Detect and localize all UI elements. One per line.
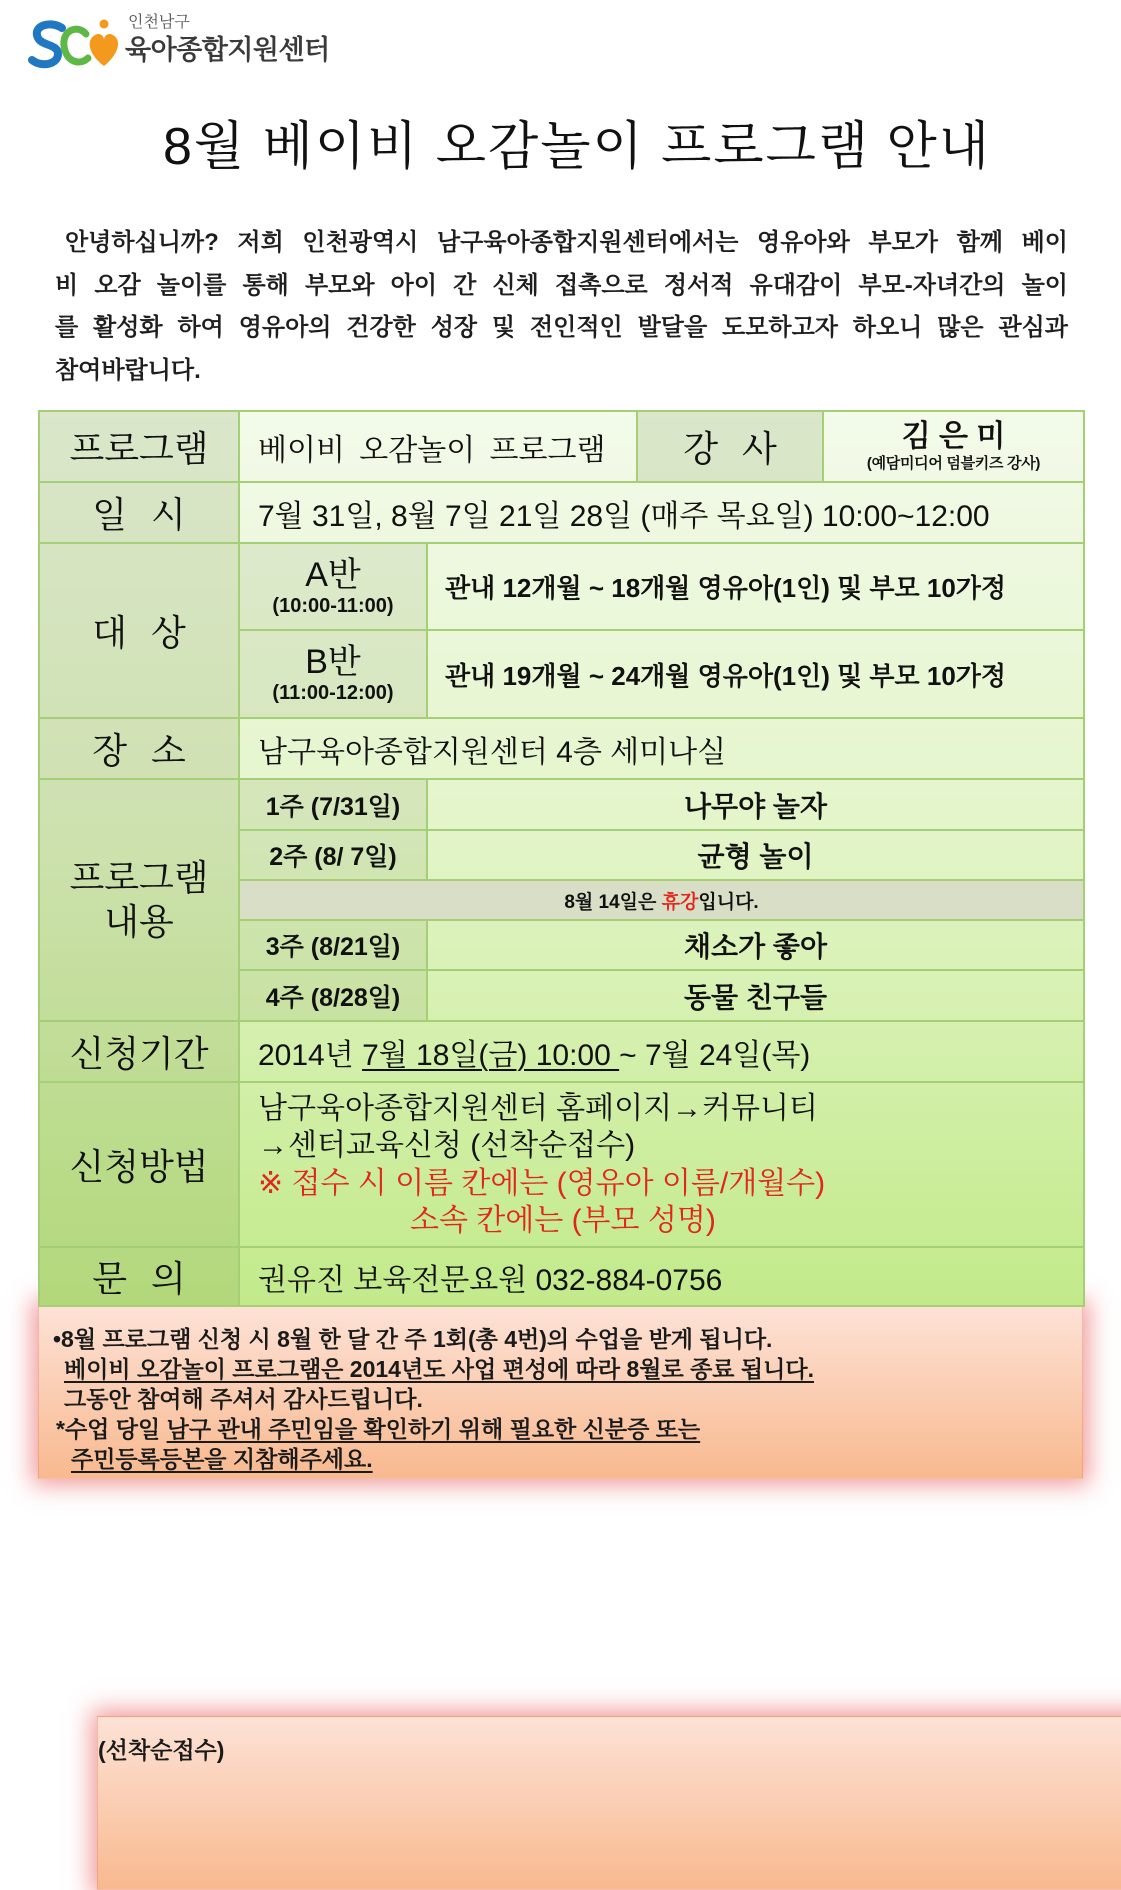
inquiry-label: 문 의 [39,1247,239,1306]
intro-line: 를 활성화 하여 영유아의 건강한 성장 및 전인적인 발달을 도모하고자 하오니 많은 관심과 [55,314,1068,341]
instructor-label: 강 사 [637,411,823,482]
inquiry-row [39,1247,1084,1306]
group-b-cell [239,630,427,718]
period-label: 신청기간 [39,1021,239,1082]
group-a-time: (10:00-11:00) [272,594,394,617]
logo-region-text: 인천남구 [128,14,190,31]
group-a-cell [239,543,427,630]
period-row [39,1021,1084,1082]
week-activity: 채소가 좋아 [427,920,1084,970]
program-name: 베이비 오감놀이 프로그램 [239,411,637,482]
period-value: 2014년 7월 18일(금) 10:00 ~ 7월 24일(목) (선착순접수) [239,1021,1084,1082]
schedule-value: 7월 31일, 8월 7일 21일 28일 (매주 목요일) 10:00~12:00 [239,482,1084,543]
method-value [239,1082,1084,1247]
week-activity: 동물 친구들 [427,970,1084,1021]
notice-line [39,1354,1082,1384]
week-activity: 균형 놀이 [427,830,1084,880]
week-date: 2주 (8/ 7일) [239,830,427,880]
inquiry-value: 권유진 보육전문요원 032-884-0756 [239,1247,1084,1306]
notice-box [38,1305,1083,1479]
notice-underlined-text: 남구 관내 주민임을 확인하기 위해 필요한 신분증 또는 [166,1416,701,1442]
content-row-week1 [39,779,1084,830]
notice-line [39,1444,1082,1474]
break-notice-text: 입니다. [698,891,759,913]
intro-line: 비 오감 놀이를 통해 부모와 아이 간 신체 접촉으로 정서적 유대감이 부모-자녀간의 놀이 [55,271,1068,299]
notice-underlined-text: 베이비 오감놀이 프로그램은 2014년도 사업 편성에 따라 8월로 종료 됩니다. [64,1356,814,1382]
break-notice [239,880,1084,920]
week-date: 4주 (8/28일) [239,970,427,1021]
method-row [39,1082,1084,1247]
break-notice-text: 8월 14일은 [564,891,662,913]
instructor-name: 김 은 미 [901,419,1006,453]
content-label-line: 내용 [104,901,174,942]
notice-line [39,1414,1082,1444]
group-a-name: A반 [305,555,361,594]
program-row [39,411,1084,482]
method-line: 남구육아종합지원센터 홈페이지→커뮤니티 [258,1091,818,1125]
group-b-name: B반 [305,643,361,681]
break-highlight: 휴강 [661,891,699,913]
notice-underlined-text: 주민등록등본을 지참해주세요. [71,1446,373,1472]
method-label: 신청방법 [39,1082,239,1247]
group-b-description: 관내 19개월 ~ 24개월 영유아(1인) 및 부모 10가정 [427,630,1084,718]
notice-text: *수업 당일 [56,1416,167,1442]
week-date: 3주 (8/21일) [239,920,427,970]
group-b-time: (11:00-12:00) [272,682,394,704]
swirl-logo-icon [28,16,120,72]
period-year: 2014년 [258,1038,363,1072]
center-logo [28,12,348,74]
week-activity: 나무야 놀자 [427,779,1084,830]
notice-line: •8월 프로그램 신청 시 8월 한 달 간 주 1회(총 4번)의 수업을 받게 됩니다. [53,1326,773,1352]
target-row-a [39,543,1084,630]
content-label [39,779,239,1021]
logo-center-name: 육아종합지원센터 [125,35,330,65]
instructor-cell [823,411,1084,482]
method-warning: 소속 칸에는 (부모 성명) [410,1204,716,1237]
place-label: 장 소 [39,718,239,779]
period-start: 7월 18일(금) 10:00 [362,1038,620,1072]
week-date: 1주 (7/31일) [239,779,427,830]
period-end: ~ 7월 24일(목) [619,1038,811,1072]
intro-paragraph [55,222,1068,392]
intro-line: 안녕하십니까? 저희 인천광역시 남구육아종합지원센터에서는 영유아와 부모가 함께 베이 [65,229,1068,256]
schedule-label: 일 시 [39,482,239,543]
instructor-affiliation: (예담미디어 덤블키즈 강사) [866,454,1041,472]
notice-line: 그동안 참여해 주셔서 감사드립니다. [64,1386,423,1412]
place-value: 남구육아종합지원센터 4층 세미나실 [239,718,1084,779]
schedule-row [39,482,1084,543]
group-a-description: 관내 12개월 ~ 18개월 영유아(1인) 및 부모 10가정 [427,543,1084,630]
intro-line: 참여바랍니다. [55,356,201,384]
place-row [39,718,1084,779]
method-warning: ※ 접수 시 이름 칸에는 (영유아 이름/개월수) [258,1166,826,1200]
method-line: →센터교육신청 (선착순접수) [258,1129,636,1162]
program-label: 프로그램 [39,411,239,482]
target-label: 대 상 [39,543,239,718]
content-label-line: 프로그램 [69,857,209,898]
page-title: 8월 베이비 오감놀이 프로그램 안내 [163,118,991,176]
